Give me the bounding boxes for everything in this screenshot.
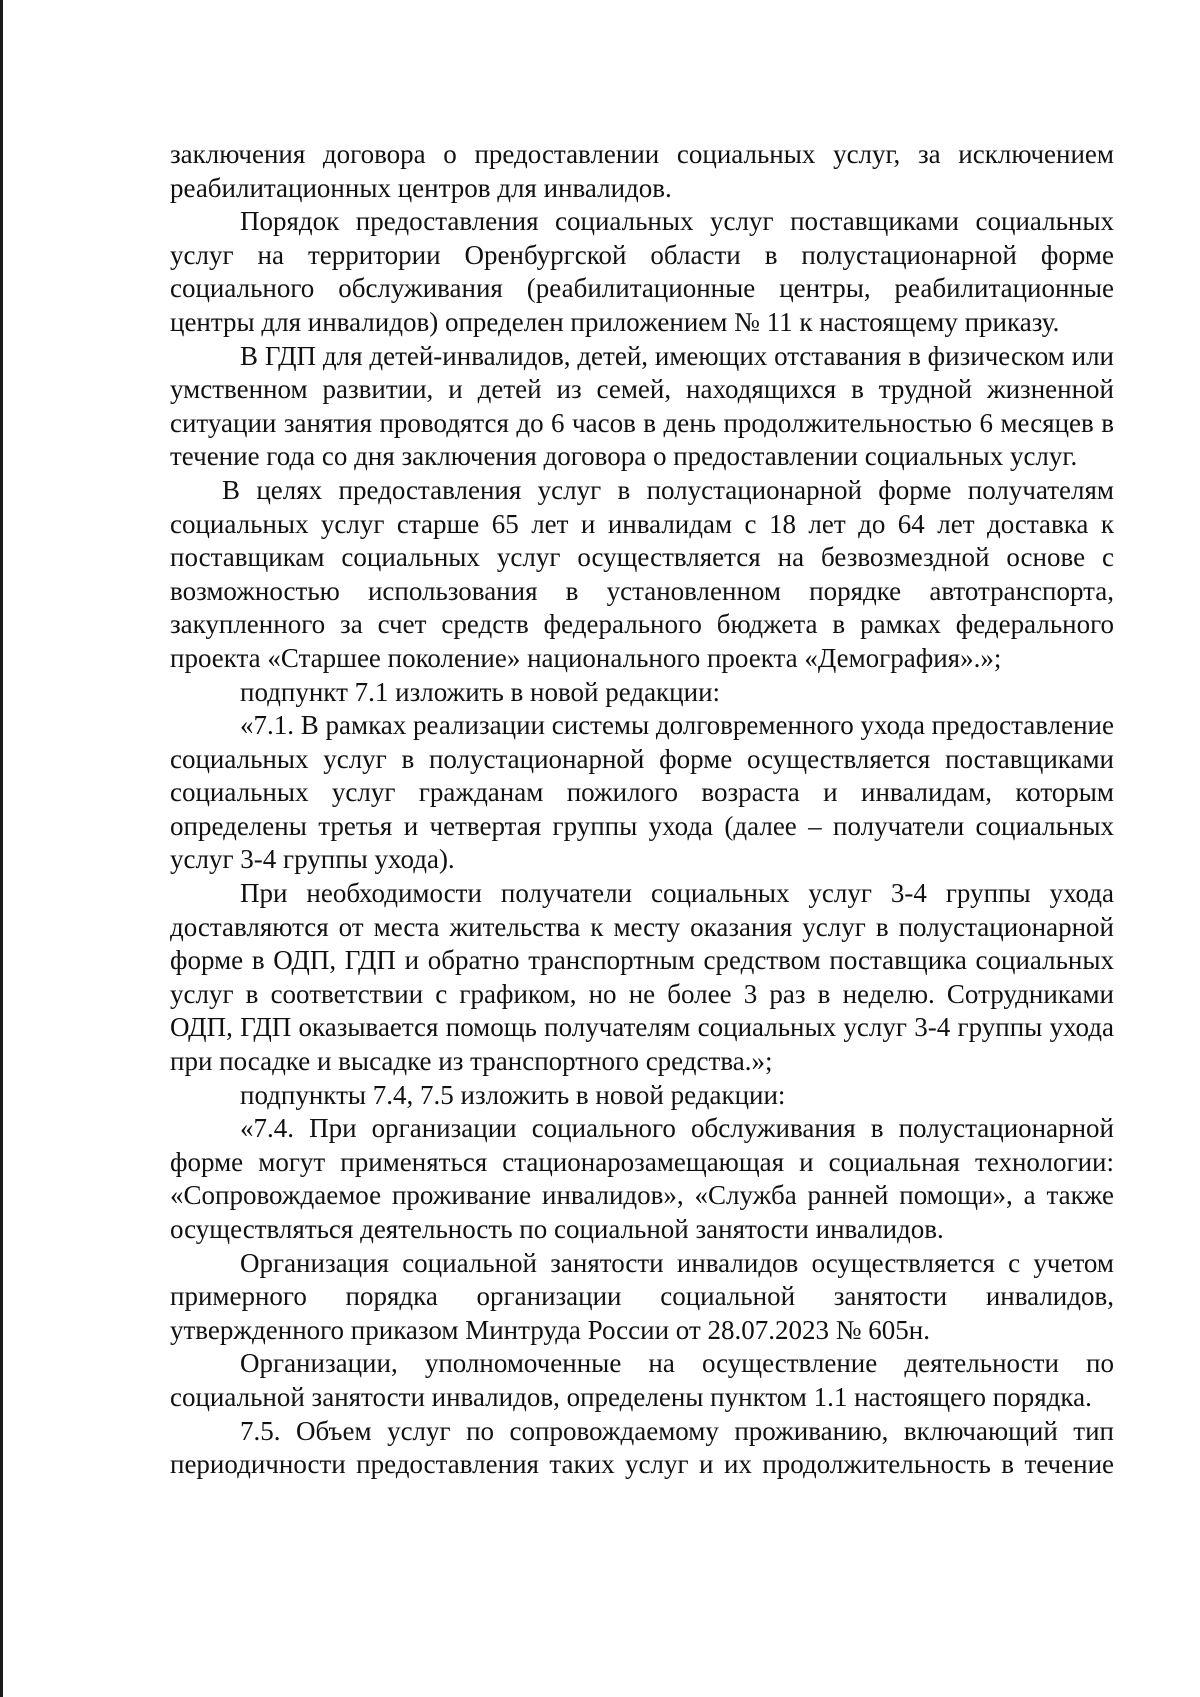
paragraph-continuation: заключения договора о предоставлении социальных услуг, за исключением реабилитационных центров для инвалидов. [170,139,1114,203]
paragraph-subclauses-7-4-7-5-intro: подпункты 7.4, 7.5 изложить в новой редакции: [240,1079,786,1110]
paragraph-transport-delivery: В целях предоставления услуг в полустационарной форме получателям социальных услуг старше 65 лет и инвалидам с 18 лет до 64 лет доставка к поставщикам социальных услуг осуществляется на безвозмездной основе с возможностью использования в установленном порядке автотранспорта, закупленного за счет средств федерального бюджета в рамках федерального проекта «Старшее поколение» национального проекта «Демография».»; [170,474,1114,673]
paragraph-subclause-7-1-intro: подпункт 7.1 изложить в новой редакции: [240,676,721,707]
paragraph-authorized-organizations: Организации, уполномоченные на осуществление деятельности по социальной занятости инвалидов, определены пунктом 1.1 настоящего порядка. [170,1348,1114,1412]
paragraph-clause-7-5: 7.5. Объем услуг по сопровождаемому проживанию, включающий тип периодичности предоставления таких услуг и их продолжительность в течение [170,1415,1114,1480]
document-body [170,138,1114,1482]
paragraph-clause-7-1: «7.1. В рамках реализации системы долговременного ухода предоставление социальных услуг в полустационарной форме осуществляется поставщиками социальных услуг гражданам пожилого возраста и инвалидам, которым определены третья и четвертая группы ухода (далее – получатели социальных услуг 3-4 группы ухода). [170,710,1114,875]
scan-edge [0,0,3,1697]
paragraph-employment-organization: Организация социальной занятости инвалидов осуществляется с учетом примерного порядка организации социальной занятости инвалидов, утвержденного приказом Минтруда России от 28.07.2023 № 605н. [170,1247,1114,1345]
paragraph-gdp: В ГДП для детей-инвалидов, детей, имеющих отставания в физическом или умственном развитии, и детей из семей, находящихся в трудной жизненной ситуации занятия проводятся до 6 часов в день продолжительностью 6 месяцев в течение года со дня заключения договора о предоставлении социальных услуг. [170,340,1114,472]
paragraph-procedure: Порядок предоставления социальных услуг поставщиками социальных услуг на территории Оренбургской области в полустационарной форме социального обслуживания (реабилитационные центры, реабилитационные центры для инвалидов) определен приложением № 11 к настоящему приказу. [170,206,1114,337]
paragraph-care-delivery: При необходимости получатели социальных услуг 3-4 группы ухода доставляются от места жительства к месту оказания услуг в полустационарной форме в ОДП, ГДП и обратно транспортным средством поставщика социальных услуг в соответствии с графиком, но не более 3 раз в неделю. Сотрудниками ОДП, ГДП оказывается помощь получателям социальных услуг 3-4 группы ухода при посадке и высадке из транспортного средства.»; [170,878,1114,1077]
paragraph-clause-7-4: «7.4. При организации социального обслуживания в полустационарной форме могут применяться стационарозамещающая и социальная технологии: «Сопровождаемое проживание инвалидов», «Служба ранней помощи», а также осуществляться деятельность по социальной занятости инвалидов. [170,1113,1114,1244]
